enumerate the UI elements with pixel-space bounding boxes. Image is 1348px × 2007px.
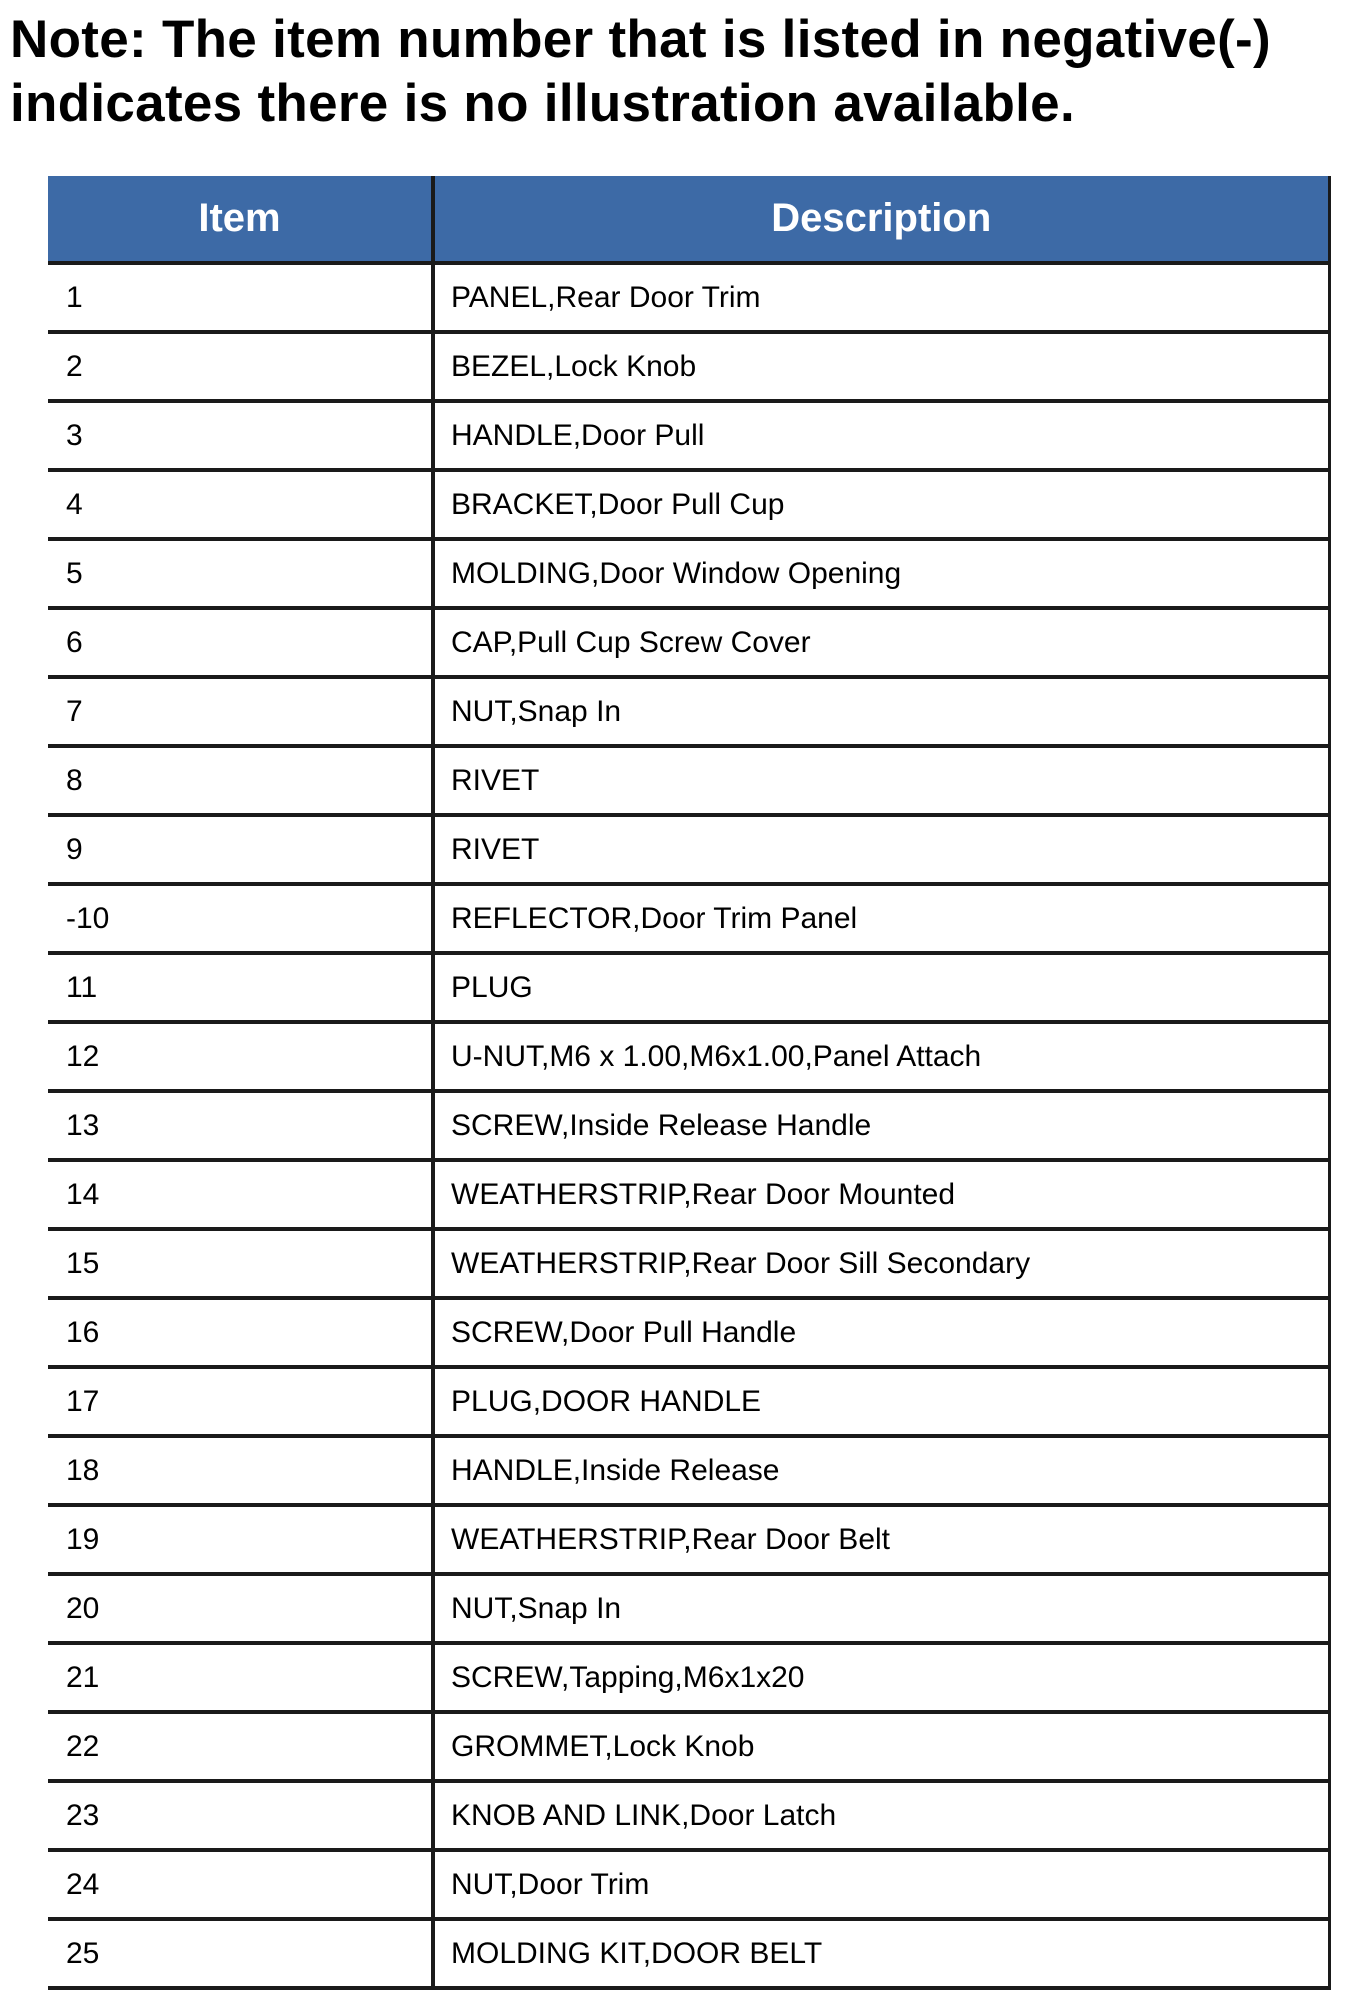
item-number-cell: 18	[48, 1436, 433, 1505]
item-number-cell: 5	[48, 539, 433, 608]
item-number-cell: 11	[48, 953, 433, 1022]
item-number-cell: 25	[48, 1919, 433, 1988]
item-number-cell: 13	[48, 1091, 433, 1160]
item-number-cell: 3	[48, 401, 433, 470]
item-number-cell: 9	[48, 815, 433, 884]
table-row	[48, 746, 1329, 815]
table-row	[48, 1160, 1329, 1229]
table-row	[48, 332, 1329, 401]
table-row	[48, 1091, 1329, 1160]
table-row	[48, 1712, 1329, 1781]
item-number-cell: 22	[48, 1712, 433, 1781]
table-row	[48, 1436, 1329, 1505]
table-row	[48, 1022, 1329, 1091]
item-number-cell: 23	[48, 1781, 433, 1850]
description-cell: KNOB AND LINK,Door Latch	[433, 1781, 1329, 1850]
header-row	[48, 176, 1329, 263]
table-row	[48, 1505, 1329, 1574]
table-row	[48, 539, 1329, 608]
table-row	[48, 470, 1329, 539]
table-row	[48, 401, 1329, 470]
description-cell: GROMMET,Lock Knob	[433, 1712, 1329, 1781]
description-cell: SCREW,Tapping,M6x1x20	[433, 1643, 1329, 1712]
table-row	[48, 1229, 1329, 1298]
item-number-cell: 20	[48, 1574, 433, 1643]
table-row	[48, 815, 1329, 884]
table-row	[48, 1850, 1329, 1919]
table-row	[48, 1367, 1329, 1436]
description-cell: NUT,Snap In	[433, 677, 1329, 746]
table-row	[48, 1574, 1329, 1643]
table-row	[48, 1781, 1329, 1850]
description-cell: PLUG	[433, 953, 1329, 1022]
item-number-cell: 14	[48, 1160, 433, 1229]
item-number-cell: 4	[48, 470, 433, 539]
description-cell: BRACKET,Door Pull Cup	[433, 470, 1329, 539]
item-number-cell: 8	[48, 746, 433, 815]
table-row	[48, 1643, 1329, 1712]
table-row	[48, 1298, 1329, 1367]
table-row	[48, 608, 1329, 677]
item-number-cell: 15	[48, 1229, 433, 1298]
item-number-cell: 19	[48, 1505, 433, 1574]
item-number-cell: 6	[48, 608, 433, 677]
item-number-cell: 24	[48, 1850, 433, 1919]
description-cell: RIVET	[433, 815, 1329, 884]
note-heading	[10, 8, 1340, 136]
item-number-cell: 2	[48, 332, 433, 401]
description-cell: NUT,Snap In	[433, 1574, 1329, 1643]
parts-table	[48, 176, 1331, 1990]
note-line-1: Note: The item number that is listed in negative(-)	[10, 10, 1271, 69]
description-cell: SCREW,Inside Release Handle	[433, 1091, 1329, 1160]
column-header-description: Description	[433, 176, 1329, 263]
description-cell: CAP,Pull Cup Screw Cover	[433, 608, 1329, 677]
column-header-item: Item	[48, 176, 433, 263]
item-number-cell: 1	[48, 263, 433, 332]
description-cell: WEATHERSTRIP,Rear Door Mounted	[433, 1160, 1329, 1229]
item-number-cell: 7	[48, 677, 433, 746]
parts-table-header	[48, 176, 1329, 263]
description-cell: WEATHERSTRIP,Rear Door Belt	[433, 1505, 1329, 1574]
item-number-cell: 21	[48, 1643, 433, 1712]
description-cell: U-NUT,M6 x 1.00,M6x1.00,Panel Attach	[433, 1022, 1329, 1091]
description-cell: MOLDING,Door Window Opening	[433, 539, 1329, 608]
item-number-cell: 17	[48, 1367, 433, 1436]
description-cell: SCREW,Door Pull Handle	[433, 1298, 1329, 1367]
table-row	[48, 1919, 1329, 1988]
description-cell: PANEL,Rear Door Trim	[433, 263, 1329, 332]
description-cell: HANDLE,Inside Release	[433, 1436, 1329, 1505]
table-row	[48, 677, 1329, 746]
table-row	[48, 884, 1329, 953]
parts-table-body	[48, 263, 1329, 1988]
note-line-2: indicates there is no illustration available.	[10, 74, 1075, 133]
description-cell: RIVET	[433, 746, 1329, 815]
item-number-cell: -10	[48, 884, 433, 953]
item-number-cell: 16	[48, 1298, 433, 1367]
description-cell: NUT,Door Trim	[433, 1850, 1329, 1919]
description-cell: MOLDING KIT,DOOR BELT	[433, 1919, 1329, 1988]
item-number-cell: 12	[48, 1022, 433, 1091]
description-cell: WEATHERSTRIP,Rear Door Sill Secondary	[433, 1229, 1329, 1298]
description-cell: BEZEL,Lock Knob	[433, 332, 1329, 401]
description-cell: REFLECTOR,Door Trim Panel	[433, 884, 1329, 953]
description-cell: PLUG,DOOR HANDLE	[433, 1367, 1329, 1436]
table-row	[48, 263, 1329, 332]
table-row	[48, 953, 1329, 1022]
description-cell: HANDLE,Door Pull	[433, 401, 1329, 470]
